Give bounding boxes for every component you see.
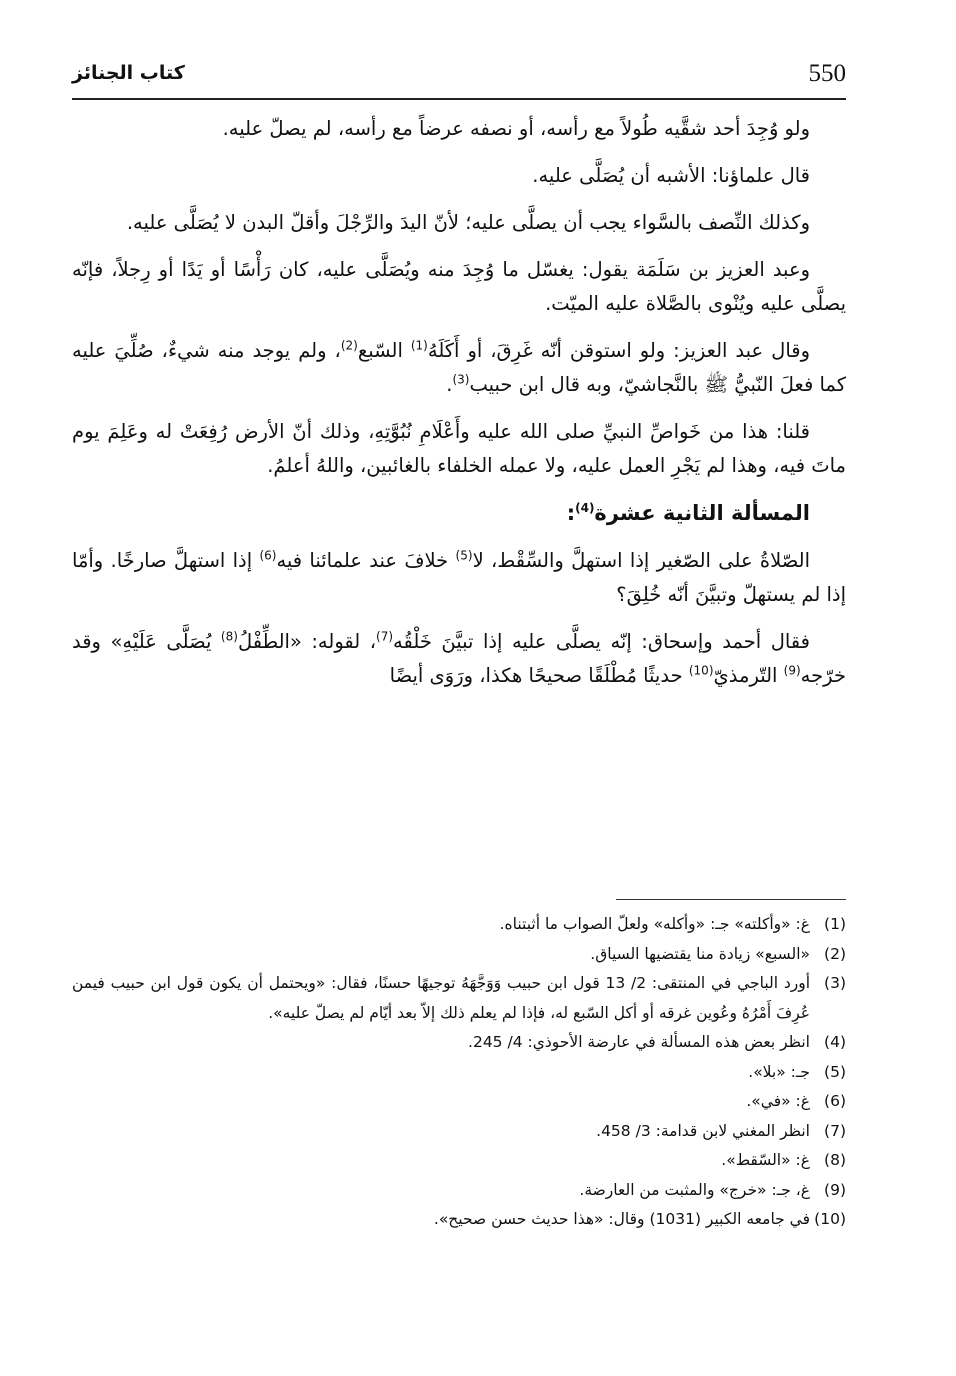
footnote-number: (4) bbox=[824, 1033, 846, 1051]
page-number: 550 bbox=[808, 60, 846, 87]
paragraph-7 bbox=[72, 544, 846, 612]
footnote-ref-5: (5) bbox=[455, 548, 473, 563]
footnotes bbox=[72, 910, 846, 1235]
footnote-ref-1: (1) bbox=[410, 338, 428, 353]
footnote-item bbox=[72, 1028, 846, 1058]
footnote-text: غ: «وأكلته» جـ: «وأكله» ولعلّ الصواب ما أثبتناه. bbox=[499, 915, 810, 933]
footnote-item bbox=[72, 1058, 846, 1088]
text-run: وقال عبد العزيز: ولو استوقن أنّه غَرِقَ، أو أَكَلَهُ bbox=[427, 339, 810, 362]
running-head: كتاب الجنائز bbox=[72, 62, 185, 84]
heading-text: المسألة الثانية عشرة bbox=[594, 501, 810, 525]
footnote-item bbox=[72, 940, 846, 970]
footnote-text: غ: «السّقط». bbox=[721, 1151, 810, 1169]
footnote-ref-10: (10) bbox=[688, 663, 714, 678]
footnote-ref-4: (4) bbox=[575, 501, 595, 515]
text-run: خلافَ عند علمائنا فيه bbox=[276, 549, 456, 572]
text-run: يُصَلَّى عَلَيْهِ» وقد خرّجه bbox=[72, 630, 846, 687]
section-heading bbox=[72, 496, 846, 530]
footnote-text: جـ: «بلا». bbox=[748, 1062, 810, 1081]
text-run: حديثًا مُطْلَقًا صحيحًا هكذا، ورَوَى أيضًا bbox=[389, 664, 689, 687]
footnote-ref-2: (2) bbox=[340, 338, 358, 353]
text-run: الصّلاةُ على الصّغير إذا استهلَّ والسِّقْط، لا bbox=[472, 549, 811, 572]
footnote-item bbox=[72, 1087, 846, 1117]
footnote-text: غ، جـ: «خرج» والمثبت من العارضة. bbox=[579, 1180, 810, 1199]
paragraph-6: قلنا: هذا من خَواصِّ النبيِّ صلى الله عليه وأَعْلَامِ نُبُوَّتِهِ، وذلك أنّ الأرض رُفِعَتْ له وعَلِمَ يوم ماتَ فيه، وهذا لم يَجْرِ العمل عليه، ولا عمله الخلفاء بالغائبين، واللهُ أعلمُ. bbox=[72, 420, 846, 477]
footnote-text: «السبع» زيادة منا يقتضيها السياق. bbox=[590, 944, 810, 963]
footnote-text: انظر بعض هذه المسألة في عارضة الأحوذي: 4/ 245. bbox=[468, 1033, 810, 1051]
paragraph-1: ولو وُجِدَ أحد شقَّيه طُولاً مع رأسه، أو نصفه عرضاً مع رأسه، لم يصلّ عليه. bbox=[222, 117, 810, 140]
text-run: السّبع bbox=[357, 339, 411, 362]
footnote-item bbox=[72, 1146, 846, 1176]
footnote-item bbox=[72, 910, 846, 940]
page-header bbox=[72, 60, 846, 96]
footnote-text: غ: «في». bbox=[746, 1092, 810, 1110]
text-run: . bbox=[446, 373, 453, 396]
footnote-ref-6: (6) bbox=[259, 548, 277, 563]
text-run: التّرمذيّ bbox=[713, 664, 784, 687]
footnote-item bbox=[72, 969, 846, 1028]
footnote-ref-3: (3) bbox=[452, 372, 470, 387]
footnote-number: (2) bbox=[824, 944, 846, 963]
footnote-number: (6) bbox=[824, 1092, 846, 1110]
footnote-number: (7) bbox=[824, 1121, 846, 1140]
footnote-ref-9: (9) bbox=[783, 663, 801, 678]
paragraph-2: قال علماؤنا: الأشبه أن يُصَلَّى عليه. bbox=[532, 164, 810, 187]
footnote-item bbox=[72, 1176, 846, 1206]
footnote-text: أورد الباجي في المنتقى: 2/ 13 قول ابن حبيب وَوَجَّهَهُ توجيهًا حسنًا، فقال: «ويحتمل أن يكون قول ابن حبيب فيمن عُرِفَ أَمْرُهُ وعُوين غرقه أو أكل السّبع له، فإذا لم يعلم ذلك إلاّ بعد أيّام لم يصلّ عليه». bbox=[72, 974, 810, 1022]
paragraph-5 bbox=[72, 334, 846, 402]
paragraph-8 bbox=[72, 625, 846, 693]
footnote-number: (8) bbox=[824, 1151, 846, 1169]
header-rule bbox=[72, 98, 846, 100]
text-run: فقال أحمد وإسحاق: إنّه يصلَّى عليه إذا تبيَّنَ خَلْقُه bbox=[393, 630, 810, 653]
footnote-number: (9) bbox=[824, 1180, 846, 1199]
footnote-number: (5) bbox=[824, 1062, 846, 1081]
text-run: إذا استهلَّ صارخًا. وأمّا إذا لم يستهلّ وتبيَّنَ أنّه خُلِقَ؟ bbox=[72, 549, 846, 606]
footnote-ref-7: (7) bbox=[376, 629, 394, 644]
footnote-text: انظر المغني لابن قدامة: 3/ 458. bbox=[596, 1121, 810, 1140]
text-run: ، لقوله: «الطِّفْلُ bbox=[237, 630, 377, 653]
footnote-item bbox=[72, 1205, 846, 1235]
paragraph-3: وكذلك النِّصف بالسَّواء يجب أن يصلَّى عليه؛ لأنّ اليدَ والرِّجْلَ وأقلّ البدن لا يُصَلَّى عليه. bbox=[126, 211, 810, 234]
footnote-item bbox=[72, 1117, 846, 1147]
paragraph-4: وعبد العزيز بن سَلَمَة يقول: يغسّل ما وُجِدَ منه ويُصَلَّى عليه، كان رَأْسًا أو يَدًا أو رِجلاً، فإنّه يصلَّى عليه ويُنْوى بالصَّلاة عليه الميّت. bbox=[72, 258, 846, 315]
footnote-number: (3) bbox=[824, 974, 846, 992]
main-text bbox=[72, 112, 846, 706]
heading-colon: : bbox=[566, 501, 576, 525]
footnote-text: في جامعه الكبير (1031) وقال: «هذا حديث حسن صحيح». bbox=[433, 1210, 810, 1228]
footnote-separator bbox=[616, 899, 846, 900]
footnote-number: (1) bbox=[824, 915, 846, 933]
text-run: ، ولم يوجد منه شيءٌ، صُلِّيَ عليه كما فعلَ النّبيُّ ﷺ بالنَّجاشيّ، وبه قال ابن حبيب bbox=[72, 339, 846, 396]
footnote-ref-8: (8) bbox=[220, 629, 238, 644]
footnote-number: (10) bbox=[814, 1210, 846, 1228]
